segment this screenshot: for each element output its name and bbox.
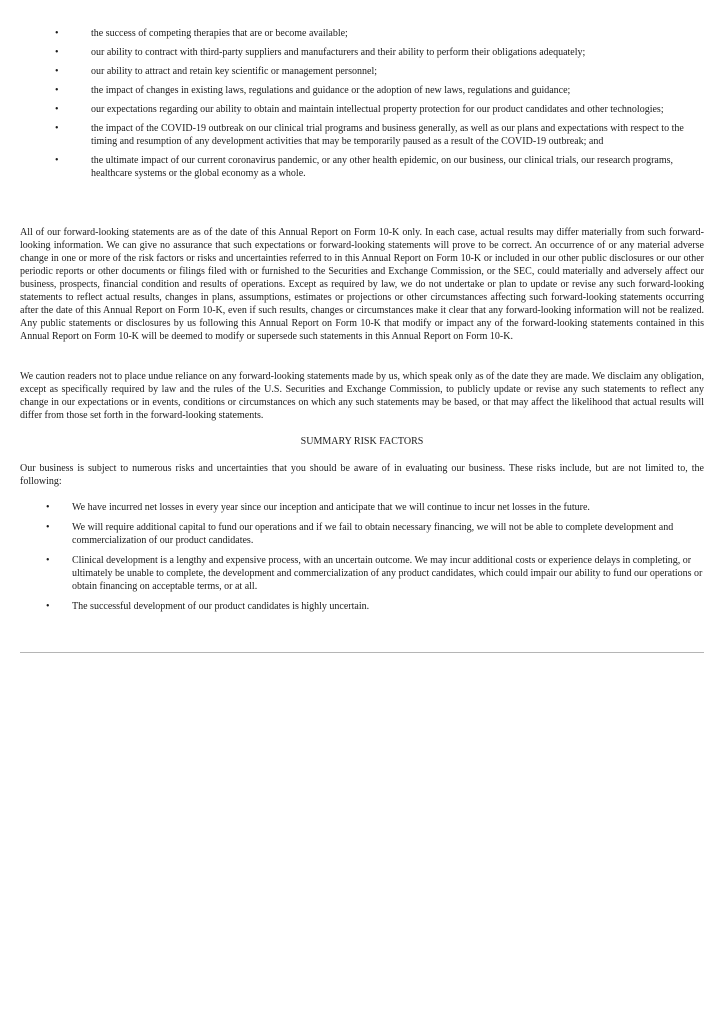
list-item [0, 154, 724, 180]
summary-intro-paragraph: Our business is subject to numerous risks and uncertainties that you should be aware of in evaluating our business. These risks include, but are not limited to, the following: [20, 463, 704, 487]
bullet-icon: • [46, 502, 50, 513]
list-item-text: the success of competing therapies that are or become available; [91, 28, 348, 39]
bullet-icon: • [46, 555, 50, 566]
summary-risk-factors-list [0, 501, 724, 620]
bullet-icon: • [55, 66, 59, 77]
list-item-text: the ultimate impact of our current coronavirus pandemic, or any other health epidemic, on our business, our clinical trials, our research programs, healthcare systems or the global economy as a whole. [91, 155, 674, 179]
bullet-icon: • [55, 123, 59, 134]
bullet-icon: • [55, 28, 59, 39]
forward-looking-factors-list [0, 27, 724, 186]
list-item [0, 501, 724, 514]
bullet-icon: • [55, 155, 59, 166]
list-item-text: our ability to attract and retain key scientific or management personnel; [91, 66, 378, 77]
list-item [0, 84, 724, 97]
list-item-text: We will require additional capital to fund our operations and if we fail to obtain necessary financing, we will not be able to complete development and commercialization of our product candidates. [72, 522, 674, 546]
list-item [0, 122, 724, 148]
list-item-text: We have incurred net losses in every year since our inception and anticipate that we will continue to incur net losses in the future. [72, 502, 590, 513]
list-item [0, 65, 724, 78]
list-item [0, 103, 724, 116]
list-item-text: The successful development of our product candidates is highly uncertain. [72, 601, 370, 612]
list-item [0, 554, 724, 593]
list-item-text: our expectations regarding our ability to obtain and maintain intellectual property protection for our product candidates and other technologies; [91, 104, 664, 115]
bullet-icon: • [46, 522, 50, 533]
section-heading: SUMMARY RISK FACTORS [300, 436, 424, 447]
forward-looking-statements-paragraph: All of our forward-looking statements are as of the date of this Annual Report on Form 10-K only. In each case, actual results may differ materially from such forward-looking information. We can give no assurance that such expectations or forward-looking statements will prove to be correct. An occurrence of or any material adverse change in one or more of the risk factors or risks and uncertainties referred to in this Annual Report on Form 10-K or included in our other public disclosures or our other periodic reports or other documents or filings filed with or furnished to the Securities and Exchange Commission, or the SEC, could materially and adversely affect our business, prospects, financial condition and results of operations. Except as required by law, we do not undertake or plan to update or revise any such forward-looking statements to reflect actual results, changes in plans, assumptions, estimates or projections or other circumstances affecting such forward-looking statements occurring after the date of this Annual Report on Form 10-K, even if such results, changes or circumstances make it clear that any forward-looking information will not be realized. Any public statements or disclosures by us following this Annual Report on Form 10-K that modify or impact any of the forward-looking statements contained in this Annual Report on Form 10-K will be deemed to modify or supersede such statements in this Annual Report on Form 10-K. [20, 227, 704, 342]
list-item-text: the impact of changes in existing laws, regulations and guidance or the adoption of new laws, regulations and guidance; [91, 85, 571, 96]
list-item [0, 600, 724, 613]
bullet-icon: • [55, 104, 59, 115]
list-item [0, 27, 724, 40]
bullet-icon: • [55, 85, 59, 96]
list-item [0, 46, 724, 59]
list-item [0, 521, 724, 547]
list-item-text: the impact of the COVID-19 outbreak on our clinical trial programs and business generally, as well as our plans and expectations with respect to the timing and resumption of any development activities that may be temporarily paused as a result of the COVID-19 outbreak; and [91, 123, 684, 147]
bullet-icon: • [46, 601, 50, 612]
list-item-text: Clinical development is a lengthy and expensive process, with an uncertain outcome. We may incur additional costs or experience delays in completing, or ultimately be unable to complete, the development and commercialization of any product candidates, which could impair our ability to fund our operations or obtain financing on acceptable terms, or at all. [72, 555, 703, 592]
caution-paragraph: We caution readers not to place undue reliance on any forward-looking statements made by us, which speak only as of the date they are made. We disclaim any obligation, except as specifically required by law and the rules of the U.S. Securities and Exchange Commission, to publicly update or revise any such statements to reflect any change in our expectations or in events, conditions or circumstances on which any such statements may be based, or that may affect the likelihood that actual results will differ from those set forth in the forward-looking statements. [20, 371, 704, 421]
list-item-text: our ability to contract with third-party suppliers and manufacturers and their ability to perform their obligations adequately; [91, 47, 586, 58]
page-divider [20, 652, 704, 653]
bullet-icon: • [55, 47, 59, 58]
